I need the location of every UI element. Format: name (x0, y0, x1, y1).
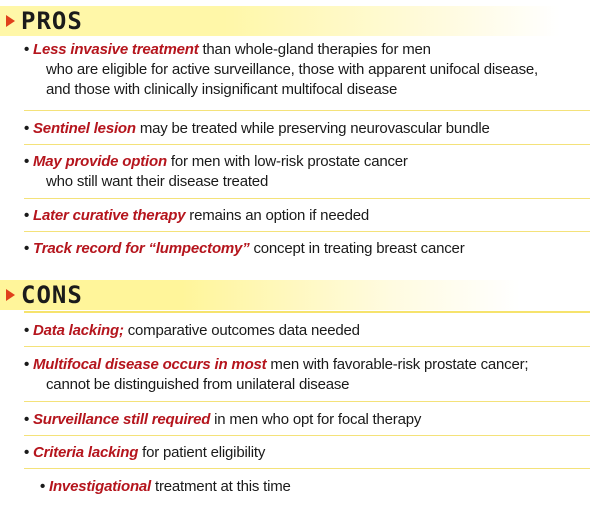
item-text: concept in treating breast cancer (249, 240, 465, 257)
bullet-icon: • (24, 41, 30, 58)
triangle-marker-icon (6, 289, 15, 301)
bullet-icon: • (24, 153, 30, 170)
item-highlight: Investigational (49, 478, 152, 495)
item-text: remains an option if needed (185, 207, 370, 224)
divider (24, 231, 590, 232)
item-continuation: who are eligible for active surveillance, those with apparent unifocal disease, (46, 61, 538, 78)
bullet-icon: • (24, 444, 30, 461)
divider (24, 144, 590, 145)
item-highlight: Data lacking; (33, 322, 124, 339)
pros-item (24, 152, 600, 192)
item-text: may be treated while preserving neurovascular bundle (135, 120, 490, 137)
pros-heading: PROS (21, 7, 83, 35)
item-text: for patient eligibility (138, 444, 266, 461)
triangle-marker-icon (6, 15, 15, 27)
pros-item (24, 239, 600, 259)
item-continuation: and those with clinically insignificant multifocal disease (46, 81, 398, 98)
item-text: comparative outcomes data needed (123, 322, 360, 339)
item-highlight: Surveillance still required (33, 411, 211, 428)
divider (24, 311, 590, 313)
divider (24, 198, 590, 199)
cons-item (24, 443, 600, 463)
bullet-icon: • (40, 478, 46, 495)
divider (24, 435, 590, 436)
item-continuation: cannot be distinguished from unilateral disease (46, 376, 350, 393)
pros-item (24, 119, 600, 139)
cons-heading: CONS (21, 281, 83, 309)
item-continuation: who still want their disease treated (46, 173, 269, 190)
item-highlight: Track record for “lumpectomy” (33, 240, 250, 257)
item-text: in men who opt for focal therapy (210, 411, 422, 428)
pros-header (0, 6, 560, 36)
cons-item (24, 321, 600, 341)
item-text: treatment at this time (151, 478, 291, 495)
bullet-icon: • (24, 411, 30, 428)
bullet-icon: • (24, 207, 30, 224)
bullet-icon: • (24, 120, 30, 137)
item-highlight: Later curative therapy (33, 207, 186, 224)
cons-item (24, 410, 600, 430)
pros-item (24, 40, 600, 100)
divider (24, 401, 590, 402)
cons-header (0, 280, 520, 310)
item-text: than whole-gland therapies for men (198, 41, 431, 58)
bullet-icon: • (24, 240, 30, 257)
pros-item (24, 206, 600, 226)
divider (24, 346, 590, 347)
divider (24, 468, 590, 469)
item-highlight: Criteria lacking (33, 444, 139, 461)
divider (24, 110, 590, 111)
item-text: men with favorable-risk prostate cancer; (266, 356, 529, 373)
item-highlight: Multifocal disease occurs in most (33, 356, 267, 373)
cons-item (24, 355, 600, 395)
item-highlight: Sentinel lesion (33, 120, 136, 137)
cons-item (40, 477, 600, 497)
item-text: for men with low-risk prostate cancer (166, 153, 408, 170)
item-highlight: Less invasive treatment (33, 41, 199, 58)
item-highlight: May provide option (33, 153, 167, 170)
bullet-icon: • (24, 322, 30, 339)
bullet-icon: • (24, 356, 30, 373)
